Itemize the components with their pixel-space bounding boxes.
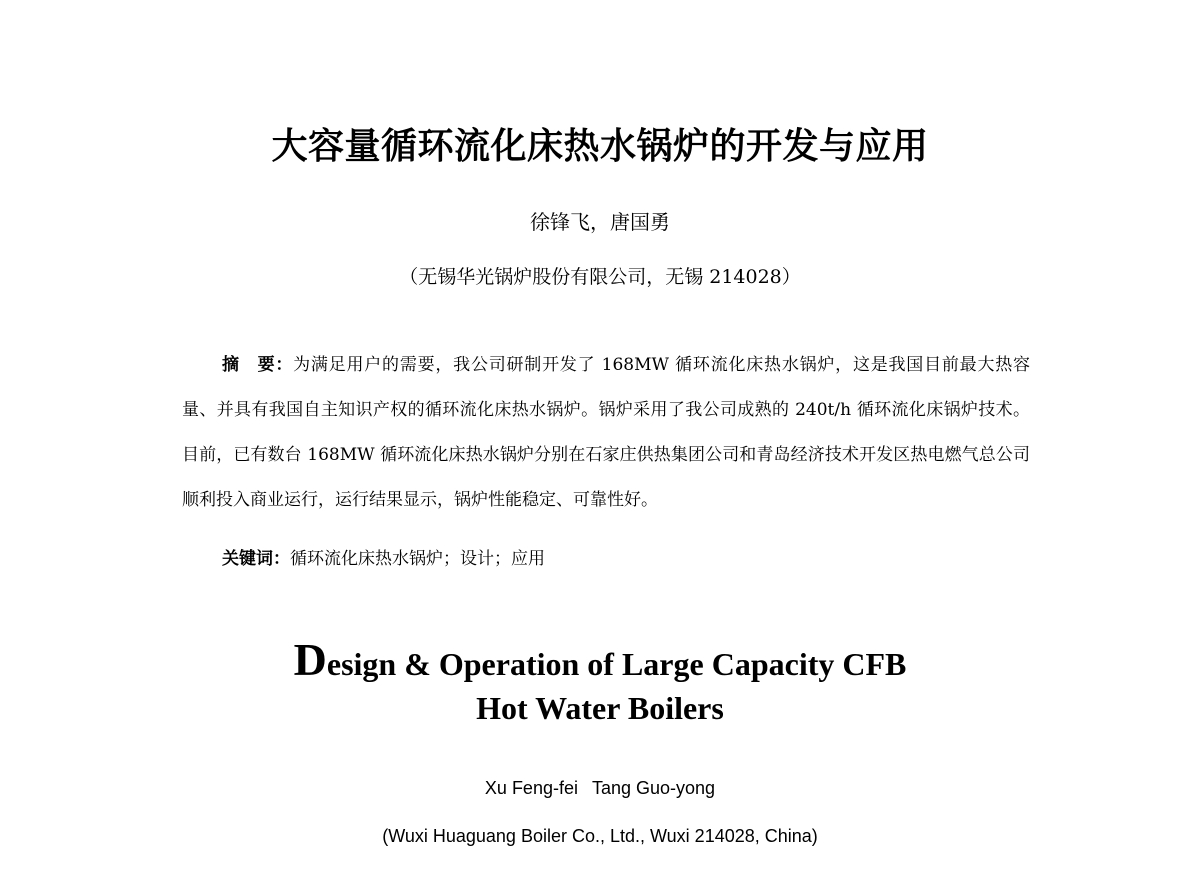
abstract-text: 为满足用户的需要，我公司研制开发了 168MW 循环流化床热水锅炉，这是我国目前最大热容量、并具有我国自主知识产权的循环流化床热水锅炉。锅炉采用了我公司成熟的 240t/h 循环流化床锅炉技术。目前，已有数台 168MW 循环流化床热水锅炉分别在石家庄供热集团公司和青岛经济技术开发区热电燃气总公司顺利投入商业运行，运行结果显示，锅炉性能稳定、可靠性好。: [182, 355, 1031, 510]
chinese-keywords: [222, 545, 1030, 573]
english-title-line-1: [0, 634, 1200, 686]
keywords-text: 循环流化床热水锅炉；设计；应用: [290, 549, 545, 569]
english-affiliation: (Wuxi Huaguang Boiler Co., Ltd., Wuxi 214028, China): [382, 826, 818, 846]
english-title: [0, 634, 1200, 730]
english-author-1: Xu Feng-fei: [484, 778, 578, 798]
english-title-line-2: Hot Water Boilers: [476, 690, 724, 726]
keywords-label: 关键词：: [222, 549, 290, 569]
english-title-initial: D: [293, 634, 327, 685]
chinese-title: 大容量循环流化床热水锅炉的开发与应用: [271, 126, 929, 167]
english-authors: [0, 778, 1200, 799]
english-author-2: Tang Guo-yong: [591, 778, 716, 798]
chinese-affiliation: （无锡华光锅炉股份有限公司，无锡 214028）: [399, 266, 801, 288]
chinese-abstract: [182, 343, 1030, 523]
chinese-authors: 徐锋飞，唐国勇: [530, 210, 670, 234]
abstract-label: 摘 要：: [222, 355, 294, 375]
english-title-line-1-text: esign & Operation of Large Capacity CFB: [326, 646, 907, 682]
